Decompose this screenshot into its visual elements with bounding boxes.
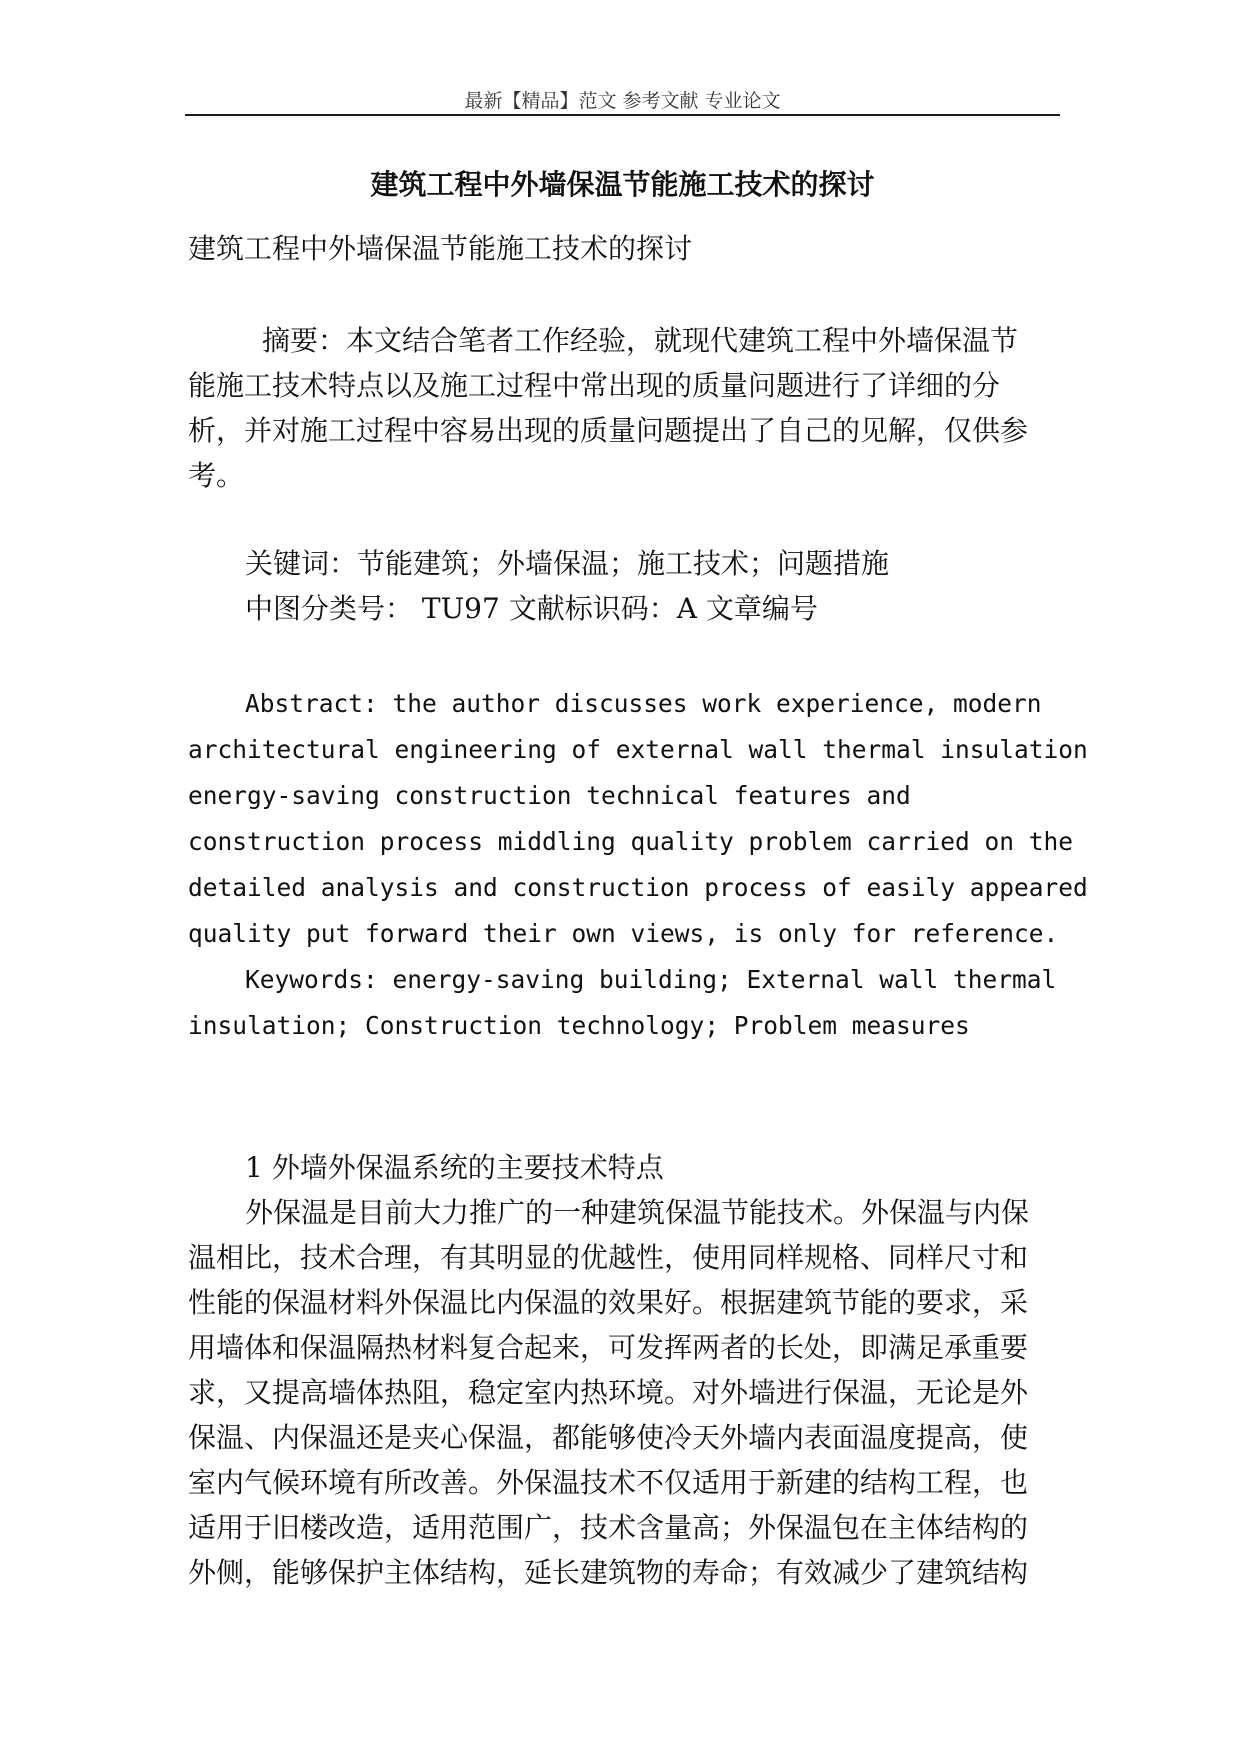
abstract-en-line: Abstract: the author discusses work experience, modern	[245, 689, 1042, 718]
abstract-cn-line: 摘要：本文结合笔者工作经验，就现代建筑工程中外墙保温节	[262, 324, 1019, 357]
header-divider	[185, 114, 1060, 116]
abstract-cn-line: 析，并对施工过程中容易出现的质量问题提出了自己的见解，仅供参	[188, 414, 1029, 447]
abstract-cn	[188, 318, 1058, 498]
keywords-cn-block	[188, 541, 1058, 631]
body-line: 外侧，能够保护主体结构，延长建筑物的寿命；有效减少了建筑结构	[188, 1556, 1029, 1589]
abstract-cn-line: 考。	[188, 459, 245, 492]
abstract-en	[188, 681, 1088, 1049]
body-line: 室内气候环境有所改善。外保温技术不仅适用于新建的结构工程，也	[188, 1466, 1029, 1499]
document-subtitle: 建筑工程中外墙保温节能施工技术的探讨	[188, 232, 693, 265]
body-line: 适用于旧楼改造，适用范围广，技术含量高；外保温包在主体结构的	[188, 1511, 1029, 1544]
abstract-en-line: construction process middling quality problem carried on the	[188, 827, 1074, 856]
body-line: 温相比，技术合理，有其明显的优越性，使用同样规格、同样尺寸和	[188, 1241, 1029, 1274]
body-line: 用墙体和保温隔热材料复合起来，可发挥两者的长处，即满足承重要	[188, 1331, 1029, 1364]
body-line: 性能的保温材料外保温比内保温的效果好。根据建筑节能的要求，采	[188, 1286, 1029, 1319]
body-line: 外保温是目前大力推广的一种建筑保温节能技术。外保温与内保	[245, 1196, 1030, 1229]
body-line: 保温、内保温还是夹心保温，都能够使冷天外墙内表面温度提高，使	[188, 1421, 1029, 1454]
section-1	[188, 1145, 1058, 1595]
classification-line: 中图分类号： TU97 文献标识码：A 文章编号	[245, 592, 818, 625]
abstract-en-line: architectural engineering of external wall thermal insulation	[188, 735, 1088, 764]
abstract-en-line: quality put forward their own views, is only for reference.	[188, 919, 1059, 948]
keywords-en-line: Keywords: energy-saving building; External wall thermal	[245, 965, 1057, 994]
body-line: 求，又提高墙体热阻，稳定室内热环境。对外墙进行保温，无论是外	[188, 1376, 1029, 1409]
abstract-en-line: energy-saving construction technical features and	[188, 781, 911, 810]
keywords-cn: 关键词：节能建筑；外墙保温；施工技术；问题措施	[245, 547, 890, 580]
document-title: 建筑工程中外墙保温节能施工技术的探讨	[370, 168, 875, 201]
abstract-cn-line: 能施工技术特点以及施工过程中常出现的质量问题进行了详细的分	[188, 369, 1001, 402]
page-header: 最新【精品】范文 参考文献 专业论文	[464, 90, 781, 112]
section-heading: 1 外墙外保温系统的主要技术特点	[245, 1151, 664, 1184]
keywords-en-line: insulation; Construction technology; Problem measures	[188, 1011, 970, 1040]
abstract-en-line: detailed analysis and construction process of easily appeared	[188, 873, 1088, 902]
